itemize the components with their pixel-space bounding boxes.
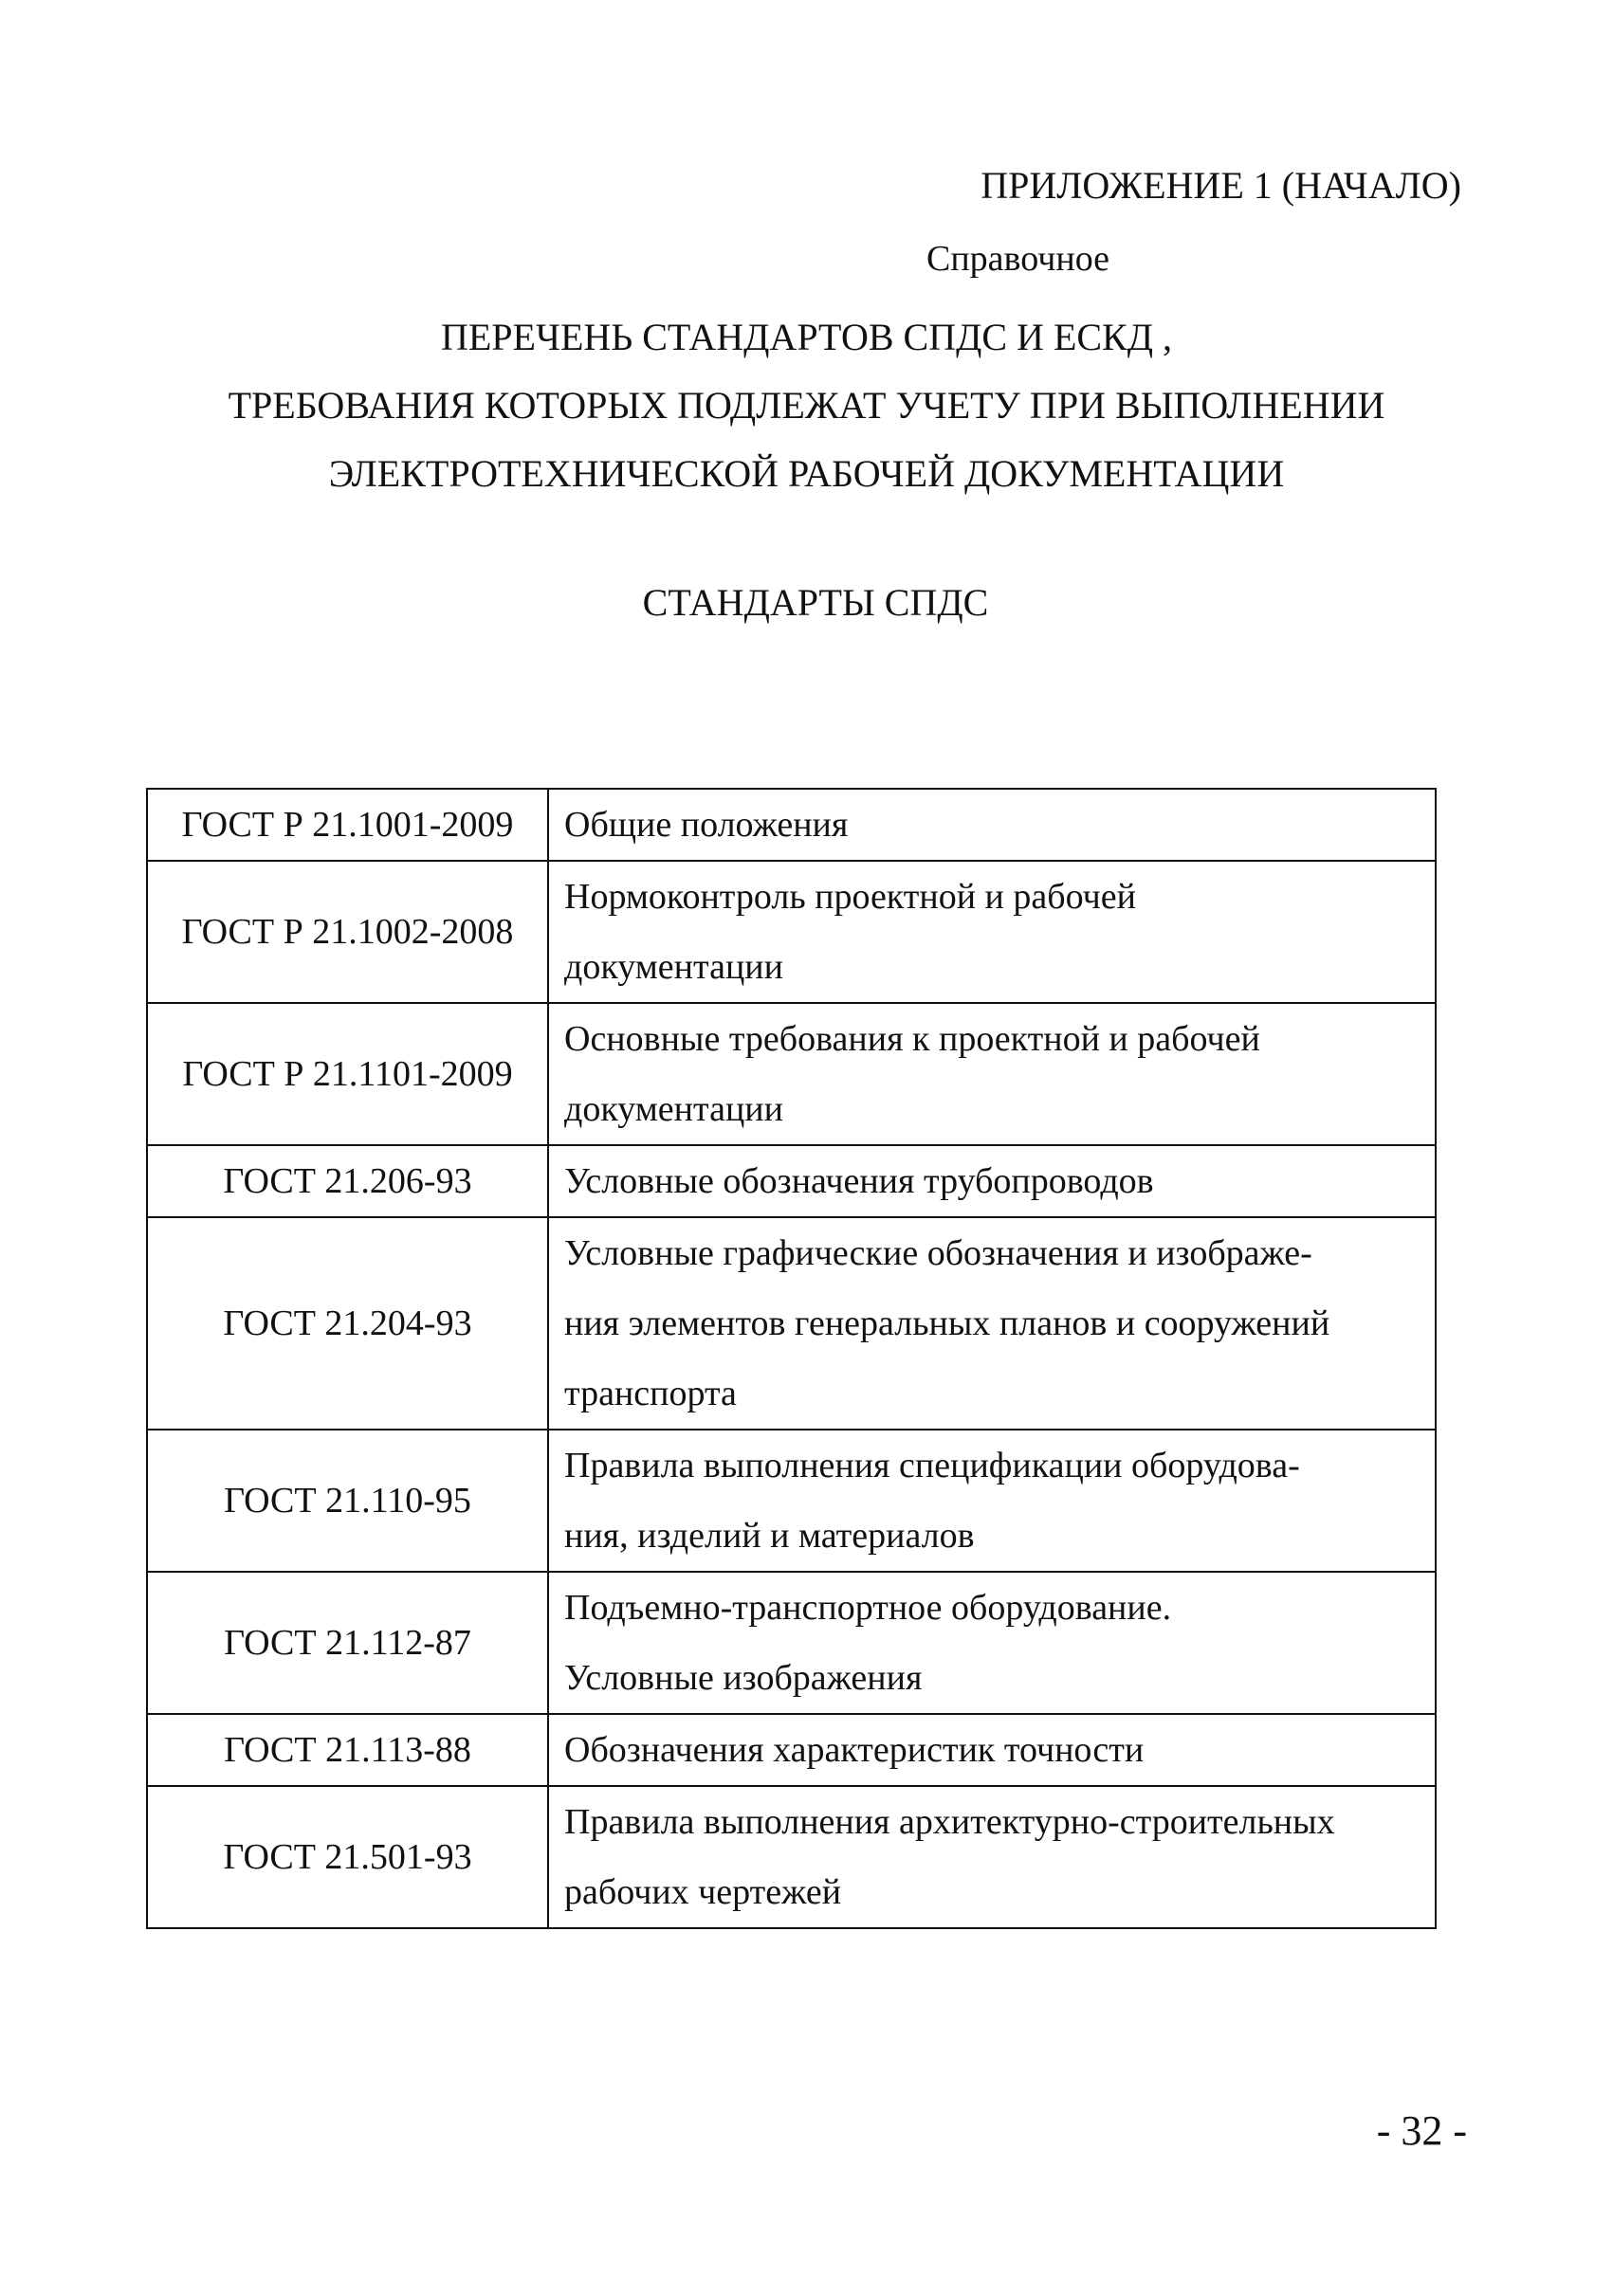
page-number: - 32 -	[1376, 2107, 1467, 2154]
standard-code: ГОСТ 21.112-87	[147, 1572, 548, 1714]
appendix-label: ПРИЛОЖЕНИЕ 1 (НАЧАЛО)	[981, 164, 1461, 207]
section-title: СТАНДАРТЫ СПДС	[642, 581, 989, 624]
standard-code: ГОСТ 21.501-93	[147, 1786, 548, 1928]
description-line: ния элементов генеральных планов и сооружений	[564, 1303, 1330, 1343]
standards-table-body	[147, 789, 1436, 1928]
standard-code: ГОСТ Р 21.1101-2009	[147, 1003, 548, 1145]
table-row	[147, 1430, 1436, 1572]
title-line-1: ПЕРЕЧЕНЬ СТАНДАРТОВ СПДС И ЕСКД ,	[440, 316, 1173, 358]
description-line: рабочих чертежей	[564, 1872, 842, 1912]
title-line-2: ТРЕБОВАНИЯ КОТОРЫХ ПОДЛЕЖАТ УЧЕТУ ПРИ ВЫПОЛНЕНИИ	[228, 384, 1385, 427]
standard-description	[548, 1714, 1436, 1786]
standard-code: ГОСТ Р 21.1001-2009	[147, 789, 548, 861]
reference-label: Справочное	[926, 239, 1110, 279]
table-row	[147, 861, 1436, 1003]
table-row	[147, 1572, 1436, 1714]
standard-description	[548, 1786, 1436, 1928]
description-line: Обозначения характеристик точности	[564, 1730, 1145, 1770]
description-line: документации	[564, 1089, 783, 1129]
table-row	[147, 1714, 1436, 1786]
document-title	[0, 303, 1613, 508]
description-line: документации	[564, 947, 783, 987]
title-line-3: ЭЛЕКТРОТЕХНИЧЕСКОЙ РАБОЧЕЙ ДОКУМЕНТАЦИИ	[328, 452, 1285, 495]
standard-description	[548, 1003, 1436, 1145]
description-line: Условные обозначения трубопроводов	[564, 1161, 1154, 1201]
description-line: Подъемно-транспортное оборудование.	[564, 1588, 1172, 1628]
standard-code: ГОСТ 21.206-93	[147, 1145, 548, 1217]
table-row	[147, 1217, 1436, 1430]
table-row	[147, 1003, 1436, 1145]
description-line: Нормоконтроль проектной и рабочей	[564, 877, 1136, 917]
standard-code: ГОСТ 21.204-93	[147, 1217, 548, 1430]
table-row	[147, 1145, 1436, 1217]
description-line: Основные требования к проектной и рабочей	[564, 1019, 1260, 1059]
description-line: Общие положения	[564, 805, 849, 845]
standard-code: ГОСТ 21.113-88	[147, 1714, 548, 1786]
standard-description	[548, 861, 1436, 1003]
description-line: транспорта	[564, 1374, 737, 1413]
standard-description	[548, 1217, 1436, 1430]
standard-code: ГОСТ 21.110-95	[147, 1430, 548, 1572]
standard-description	[548, 1145, 1436, 1217]
description-line: Условные изображения	[564, 1658, 923, 1698]
standard-description	[548, 1430, 1436, 1572]
table-row	[147, 1786, 1436, 1928]
description-line: ния, изделий и материалов	[564, 1516, 975, 1556]
standard-description	[548, 789, 1436, 861]
standards-table	[146, 788, 1437, 1929]
description-line: Правила выполнения архитектурно-строительных	[564, 1802, 1335, 1842]
standard-description	[548, 1572, 1436, 1714]
standard-code: ГОСТ Р 21.1002-2008	[147, 861, 548, 1003]
description-line: Условные графические обозначения и изображе-	[564, 1233, 1312, 1273]
table-row	[147, 789, 1436, 861]
description-line: Правила выполнения спецификации оборудова-	[564, 1446, 1300, 1485]
